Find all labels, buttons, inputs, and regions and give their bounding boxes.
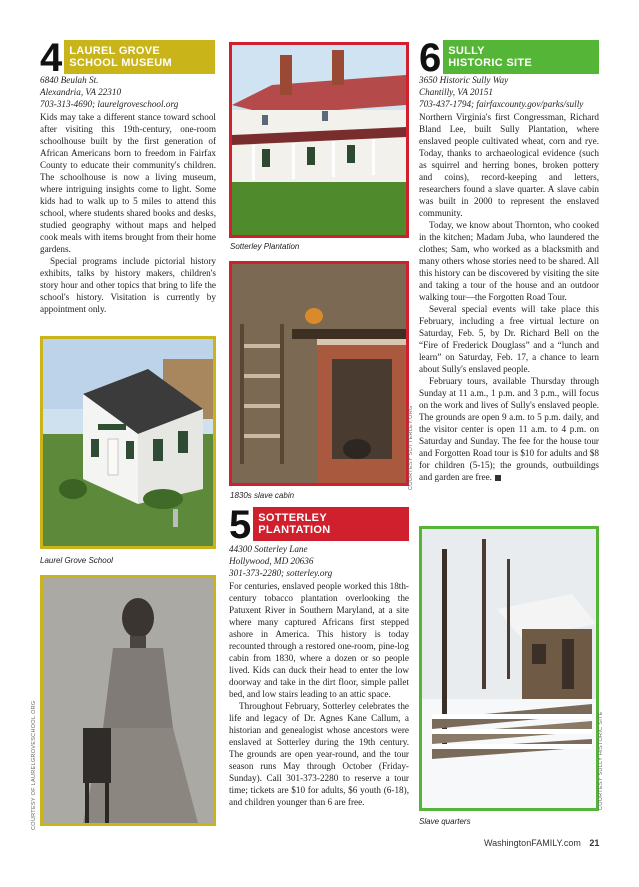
contact-line: 703-437-1794; fairfaxcounty.gov/parks/sully (419, 99, 584, 109)
slave-quarters-photo (419, 526, 599, 811)
paragraph-text: February tours, available Thursday through Sunday at 11 a.m., 1 p.m. and 3 p.m., will focus on the work and lives of Sully's enslaved people. The grounds are open 9 a.m. to 5 p.m. daily, and the visitor center is open 11 a.m. to 4 p.m. on Saturday and Sunday. The fee for the house tour and Forgotten Road tour is $10 for adults and $8 for children (5-15); the grounds, outbuildings and garden are free. (419, 376, 599, 482)
contact-line: 703-313-4690; laurelgroveschool.org (40, 99, 179, 109)
section-number: 4 (40, 36, 63, 80)
slave-cabin-photo (229, 261, 409, 486)
credit-laurel: COURTESY OF LAURELGROVESCHOOL.ORG (31, 700, 37, 830)
paragraph: Today, we know about Thornton, who cooked in the kitchen; Madam Juba, who laundered the clothes; Sam, who worked as a blacksmith and many others whose stories need to be shared. All this history can be discovered by visiting the site and taking a tour of the house and an outdoor walking tour—the Forgotten Road Tour. (419, 220, 599, 302)
end-mark-icon (495, 475, 501, 481)
section-title-bar (443, 40, 599, 74)
paragraph: Throughout February, Sotterley celebrates the life and legacy of Dr. Agnes Kane Callum, a historian and genealogist whose ancestors were enslaved at Sotterley during the 19th century. The grounds are open year-round, and the tour season runs May through October (Friday-Sunday). Call 301-373-2280 to reserve a tour time; tickets are $10 for adults, $6 youth (6-18), and children younger than 6 are free. (229, 701, 409, 807)
section-title-line1: SULLY (448, 45, 485, 57)
paragraph: Northern Virginia's first Congressman, Richard Bland Lee, built Sully Plantation, where enslaved people cultivated wheat, corn and rye. Today, thanks to archaeological evidence (such as squirrel and herring bones, broken pottery and coins), record-keeping and letters, researchers found a slave quarter. A slave cabin was built in 2000 to represent the enslaved community. (419, 112, 599, 218)
street-line: 3650 Historic Sully Way (419, 75, 509, 85)
laurel-body (40, 111, 216, 315)
paragraph (419, 375, 599, 483)
sotterley-address (229, 543, 409, 579)
page-footer (484, 838, 599, 848)
sully-address (419, 74, 604, 110)
section-title-bar (64, 40, 215, 74)
street-line: 6840 Beulah St. (40, 75, 99, 85)
section-title-line1: SOTTERLEY (258, 512, 327, 524)
footer-site: WashingtonFAMILY.com (484, 838, 581, 848)
paragraph: Special programs include pictorial history exhibits, talks by history makers, children's story hour and other topics that bring to life the school's history. Visitation is currently by appointment only. (40, 256, 216, 314)
city-line: Hollywood, MD 20636 (229, 556, 314, 566)
sotterley-plantation-photo (229, 42, 409, 238)
sotterley-body (229, 580, 409, 808)
contact-line: 301-373-2280; sotterley.org (229, 568, 333, 578)
historic-portrait-photo (40, 575, 216, 826)
section-title-line2: PLANTATION (258, 524, 331, 536)
city-line: Chantilly, VA 20151 (419, 87, 493, 97)
caption-slave-quarters: Slave quarters (419, 817, 471, 826)
laurel-grove-school-photo (40, 336, 216, 549)
paragraph: Kids may take a different stance toward school after visiting this 19th-century, one-room schoolhouse built by the first generation of African Americans born to freedom in Fairfax County to educate their community's children. The schoolhouse is now a living museum, where intriguing insights come to light. Some kids had to walk up to 5 miles to attend this school, where students shared books and desks, studied geography without maps and helped cook meals with items brought from their home gardens. (40, 112, 216, 254)
section-number: 5 (229, 503, 252, 547)
sotterley-header (229, 503, 409, 547)
laurel-address (40, 74, 220, 110)
caption-sotterley-plantation: Sotterley Plantation (230, 242, 300, 251)
paragraph: Several special events will take place this February, including a free virtual lecture on Saturday, Feb. 5, by Dr. Richard Bell on the “Fire of Frederick Douglass” and a “lunch and learn” on Saturday, Feb. 17, a chance to learn about Sully's enslaved people. (419, 304, 599, 374)
page-number: 21 (589, 838, 600, 848)
street-line: 44300 Sotterley Lane (229, 544, 308, 554)
section-title-line2: HISTORIC SITE (448, 57, 533, 69)
credit-sotterley: COURTESY SOTTERLEY.ORG (408, 405, 414, 490)
city-line: Alexandria, VA 22310 (40, 87, 122, 97)
section-title-line2: SCHOOL MUSEUM (69, 57, 172, 69)
sully-body (419, 111, 599, 483)
credit-sully: COURTESY SULLY HISTORIC SITE (598, 711, 604, 810)
section-title-line1: LAUREL GROVE (69, 45, 161, 57)
section-title-bar (253, 507, 409, 541)
section-number: 6 (419, 36, 442, 80)
paragraph: For centuries, enslaved people worked this 18th-century tobacco plantation overlooking the Patuxent River in Southern Maryland, at a site where many captured Africans first stepped ashore in America. This history is today recounted through a restored one-room, pine-log cabin from 1830, where a dozen or so people lived. Kids can duck their head to enter the low doorway and take in the dirt floor, simple pallet bed, and low stairs leading to an attic space. (229, 581, 409, 699)
caption-slave-cabin: 1830s slave cabin (230, 491, 295, 500)
caption-laurel-school: Laurel Grove School (40, 556, 113, 565)
